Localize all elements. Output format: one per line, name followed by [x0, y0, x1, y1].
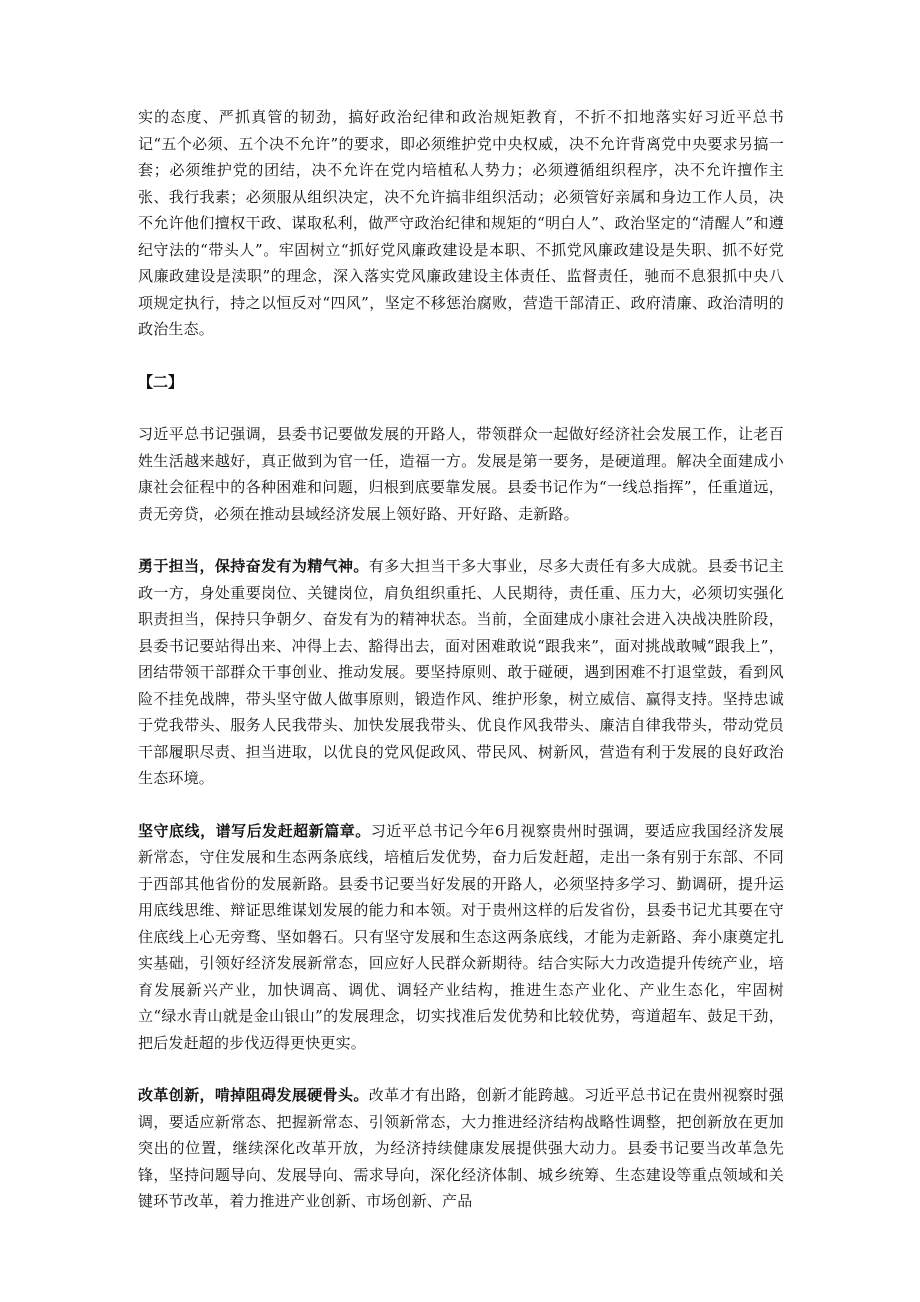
spacer	[138, 527, 784, 553]
point-lead: 坚守底线，谱写后发赶超新篇章。	[138, 821, 371, 840]
section-heading: 【二】	[138, 372, 184, 391]
spacer	[138, 1056, 784, 1082]
section-intro-paragraph: 习近平总书记强调，县委书记要做发展的开路人，带领群众一起做好经济社会发展工作，让老百姓生活越来越好，真正做到为官一任，造福一方。发展是第一要务，是硬道理。解决全面建成小康社会征程中的各种困难和问题，归根到底要靠发展。县委书记作为“一线总指挥”，任重道远，责无旁贷，必须在推动县域经济发展上领好路、开好路、走新路。	[138, 425, 784, 523]
spacer	[138, 343, 784, 369]
spacer	[138, 395, 784, 421]
point-lead: 改革创新，啃掉阻碍发展硬骨头。	[138, 1086, 369, 1104]
point-body: 习近平总书记今年6月视察贵州时强调，要适应我国经济发展新常态，守住发展和生态两条底线，培植后发优势，奋力后发赶超，走出一条有别于东部、不同于西部其他省份的发展新路。县委书记要当好发展的开路人，必须坚持多学习、勤调研，提升运用底线思维、辩证思维谋划发展的能力和本领。对于贵州这样的后发省份，县委书记尤其要在守住底线上心无旁骛、坚如磐石。只有坚守发展和生态这两条底线，才能为走新路、奔小康奠定扎实基础，引领好经济发展新常态，回应好人民群众新期待。结合实际大力改造提升传统产业，培育发展新兴产业，加快调高、调优、调轻产业结构，推进生态产业化、产业生态化，牢固树立“绿水青山就是金山银山”的发展理念，切实找准后发优势和比较优势，弯道超车、鼓足干劲，把后发赶超的步伐迈得更快更实。	[138, 821, 784, 1052]
point-paragraph-bottom-line	[138, 818, 784, 1057]
point-body: 改革才有出路，创新才能跨越。习近平总书记在贵州视察时强调，要适应新常态、把握新常态、引领新常态，大力推进经济结构战略性调整，把创新放在更加突出的位置，继续深化改革开放，为经济持续健康发展提供强大动力。县委书记要当改革急先锋，坚持问题导向、发展导向、需求导向，深化经济体制、城乡统筹、生态建设等重点领域和关键环节改革，着力推进产业创新、市场创新、产品	[138, 1086, 784, 1210]
document-page	[138, 104, 784, 1215]
point-paragraph-courage	[138, 553, 784, 792]
point-paragraph-reform	[138, 1082, 784, 1215]
intro-paragraph: 实的态度、严抓真管的韧劲，搞好政治纪律和政治规矩教育，不折不扣地落实好习近平总书记“五个必须、五个决不允许”的要求，即必须维护党中央权威，决不允许背离党中央要求另搞一套；必须维护党的团结，决不允许在党内培植私人势力；必须遵循组织程序，决不允许擅作主张、我行我素；必须服从组织决定，决不允许搞非组织活动；必须管好亲属和身边工作人员，决不允许他们擅权干政、谋取私利，做严守政治纪律和规矩的“明白人”、政治坚定的“清醒人”和遵纪守法的“带头人”。牢固树立“抓好党风廉政建设是本职、不抓党风廉政建设是失职、抓不好党风廉政建设是渎职”的理念，深入落实党风廉政建设主体责任、监督责任，驰而不息狠抓中央八项规定执行，持之以恒反对“四风”，坚定不移惩治腐败，营造干部清正、政府清廉、政治清明的政治生态。	[138, 108, 784, 338]
spacer	[138, 792, 784, 818]
point-lead: 勇于担当，保持奋发有为精气神。	[138, 557, 369, 575]
point-body: 有多大担当干多大事业，尽多大责任有多大成就。县委书记主政一方，身处重要岗位、关键岗位，肩负组织重托、人民期待，责任重、压力大，必须切实强化职责担当，保持只争朝夕、奋发有为的精神状态。当前，全面建成小康社会进入决战决胜阶段，县委书记要站得出来、冲得上去、豁得出去，面对困难敢说“跟我来”，面对挑战敢喊“跟我上”，团结带领干部群众干事创业、推动发展。要坚持原则、敢于碰硬，遇到困难不打退堂鼓，看到风险不挂免战牌，带头坚守做人做事原则，锻造作风、维护形象，树立威信、赢得支持。坚持忠诚于党我带头、服务人民我带头、加快发展我带头、优良作风我带头、廉洁自律我带头，带动党员干部履职尽责、担当进取，以优良的党风促政风、带民风、树新风，营造有利于发展的良好政治生态环境。	[138, 557, 784, 787]
